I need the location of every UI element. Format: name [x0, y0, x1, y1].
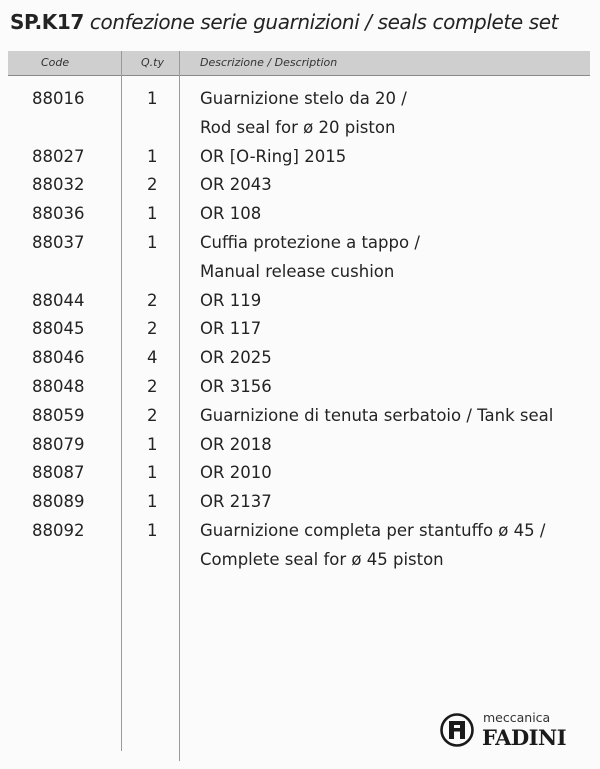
cell-code: 88016 [32, 89, 85, 108]
description-line: OR 3156 [200, 376, 272, 396]
cell-qty: 2 [147, 405, 158, 425]
table-row [0, 287, 600, 316]
description-line: OR 119 [200, 290, 262, 310]
description-line: OR 2025 [200, 348, 272, 368]
table-row [0, 85, 600, 143]
description-line: Complete seal for ø 45 piston [200, 549, 444, 569]
cell-code: 88027 [32, 146, 85, 166]
description-line: OR 2018 [200, 434, 272, 454]
cell-qty: 4 [147, 348, 158, 368]
description-line: OR 2137 [200, 492, 272, 512]
cell-code: 88044 [32, 290, 85, 310]
cell-description [200, 517, 545, 575]
cell-code: 88079 [32, 434, 85, 454]
page-title [10, 10, 558, 34]
cell-description [200, 229, 420, 287]
cell-code: 88032 [32, 175, 85, 195]
table-row [0, 315, 600, 344]
cell-code: 88037 [32, 232, 85, 252]
table-row [0, 200, 600, 229]
header-description: Descrizione / Description [200, 56, 338, 69]
table-row [0, 402, 600, 431]
cell-code: 88087 [32, 463, 85, 483]
description-line: OR [O-Ring] 2015 [200, 146, 347, 166]
cell-code: 88046 [32, 348, 85, 368]
table-row [0, 488, 600, 517]
cell-qty: 2 [147, 319, 158, 339]
header-code: Code [41, 56, 70, 69]
table-row [0, 143, 600, 172]
cell-description [200, 402, 553, 431]
table-row [0, 517, 600, 575]
cell-qty: 2 [147, 290, 158, 310]
cell-qty: 1 [147, 434, 158, 454]
cell-code: 88059 [32, 405, 85, 425]
table-row [0, 431, 600, 460]
cell-description [200, 431, 272, 460]
description-line: OR 2010 [200, 463, 272, 483]
description-line: Guarnizione completa per stantuffo ø 45 / [200, 520, 546, 540]
description-line: Guarnizione stelo da 20 / [200, 89, 407, 108]
table-row [0, 171, 600, 200]
table-header [8, 51, 590, 76]
description-line: Guarnizione di tenuta serbatoio / Tank seal [200, 405, 554, 425]
cell-qty: 1 [147, 232, 158, 252]
cell-qty: 1 [147, 520, 158, 540]
cell-qty: 1 [147, 89, 158, 108]
cell-description [200, 85, 407, 143]
cell-qty: 2 [147, 376, 158, 396]
table-row [0, 229, 600, 287]
cell-code: 88092 [32, 520, 85, 540]
header-qty: Q.ty [141, 56, 164, 69]
description-line: Cuffia protezione a tappo / [200, 232, 420, 252]
description-line: Manual release cushion [200, 261, 395, 281]
cell-code: 88089 [32, 492, 85, 512]
cell-qty: 2 [147, 175, 158, 195]
cell-code: 88036 [32, 204, 85, 224]
cell-description [200, 315, 261, 344]
logo-small-text: meccanica [483, 710, 551, 725]
cell-qty: 1 [147, 492, 158, 512]
cell-description [200, 171, 272, 200]
cell-description [200, 287, 261, 316]
cell-qty: 1 [147, 146, 158, 166]
cell-description [200, 200, 261, 229]
cell-code: 88045 [32, 319, 85, 339]
cell-code: 88048 [32, 376, 85, 396]
table-row [0, 459, 600, 488]
fadini-logo-icon [440, 713, 474, 747]
description-line: Rod seal for ø 20 piston [200, 117, 396, 137]
company-logo [438, 708, 567, 752]
cell-description [200, 488, 272, 517]
cell-qty: 1 [147, 463, 158, 483]
cell-description [200, 459, 272, 488]
title-text: confezione serie guarnizioni / seals complete set [89, 10, 559, 34]
cell-description [200, 143, 346, 172]
description-line: OR 108 [200, 204, 262, 224]
description-line: OR 117 [200, 319, 262, 339]
cell-qty: 1 [147, 204, 158, 224]
table-row [0, 373, 600, 402]
table-row [0, 344, 600, 373]
cell-description [200, 344, 272, 373]
cell-description [200, 373, 272, 402]
description-line: OR 2043 [200, 175, 272, 195]
logo-brand-text: FADINI [482, 725, 567, 750]
title-code: SP.K17 [10, 10, 84, 34]
table-body [0, 85, 600, 575]
